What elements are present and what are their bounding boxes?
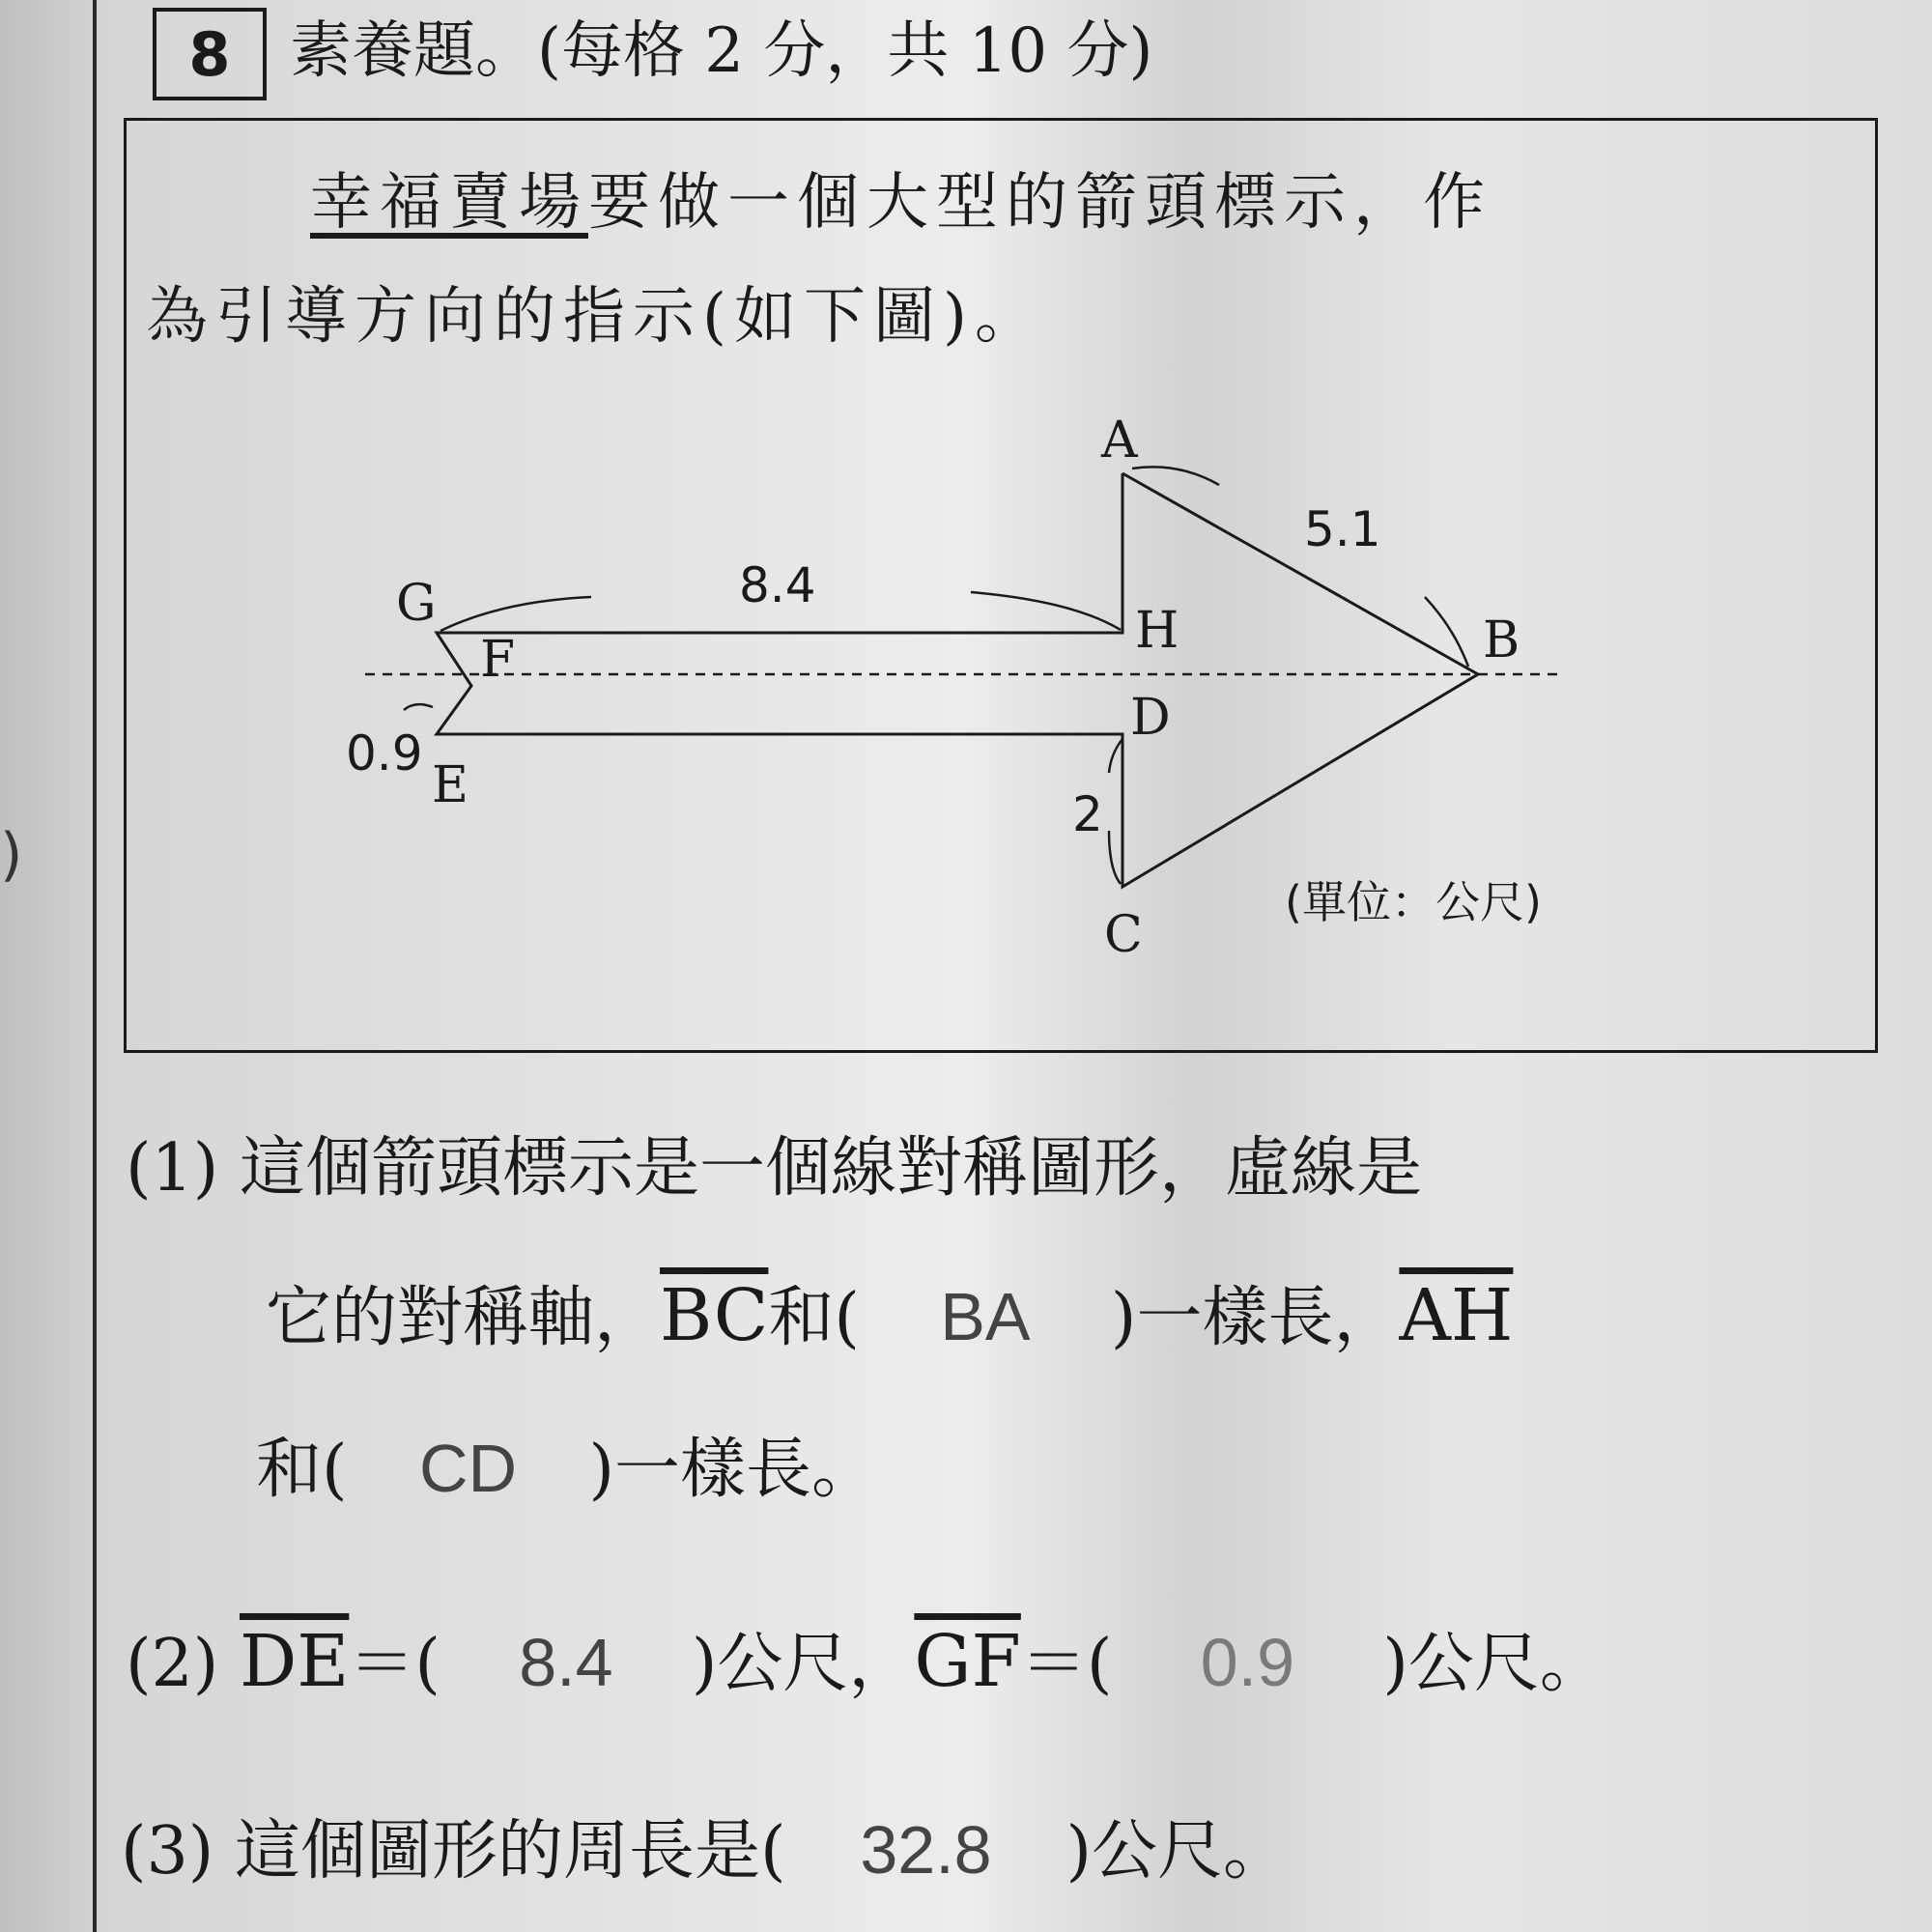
question-points: (每格 2 分，共 10 分) [537,15,1153,87]
point-G-label: G [396,575,437,633]
length-GH: 8.4 [739,557,816,613]
arc-D [1109,739,1122,773]
q2-unit-2: )公尺。 [1382,1626,1605,1702]
q2-answer-2[interactable]: 0.9 [1200,1625,1295,1700]
arc-E [404,704,433,710]
question-number: 8 [153,8,267,100]
point-H-label: H [1135,602,1179,660]
length-AB: 5.1 [1304,501,1381,557]
question-2 [126,1613,1605,1713]
arc-G [440,597,591,631]
q1-text-line1: 這個箭頭標示是一個線對稱圖形，虛線是 [239,1130,1422,1207]
q1-text-d: 和( [256,1432,348,1508]
q1-text-e: )一樣長。 [588,1432,878,1508]
point-C-label: C [1104,906,1143,964]
q1-text-b: 和( [768,1280,860,1356]
q3-text: 這個圖形的周長是( [234,1813,786,1889]
q3-unit: )公尺。 [1065,1813,1290,1889]
q1-text-a: 它的對稱軸， [266,1280,661,1356]
q2-label: (2) [126,1626,219,1702]
arc-C [1109,831,1121,884]
q2-unit-1: )公尺， [691,1626,915,1702]
question-1-line2 [266,1267,1513,1367]
intro-line2: 為引導方向的指示(如下圖)。 [146,281,1044,353]
q1-text-c: )一樣長， [1110,1280,1400,1356]
q1-answer-2[interactable]: CD [418,1431,518,1506]
q2-eq-2: ＝( [1020,1626,1113,1702]
q2-segment-gf: $\overline{GF}$ [914,1620,1021,1703]
arc-A [1132,467,1219,485]
q2-answer-1[interactable]: 8.4 [519,1625,613,1700]
q1-segment-ah: $\overline{AH}$ [1399,1274,1514,1357]
question-1-line3 [256,1420,877,1519]
store-name: 幸福賣場 [310,167,588,239]
q3-answer[interactable]: 32.8 [860,1812,992,1888]
intro-line1: 要做一個大型的箭頭標示，作 [588,167,1492,239]
page-edge-mark: ) [0,821,23,889]
question-title: 素養題。 [290,15,537,87]
point-D-label: D [1130,689,1171,747]
q1-answer-1[interactable]: BA [940,1279,1031,1354]
q1-label: (1) [126,1130,219,1207]
unit-note: (單位：公尺) [1285,876,1542,928]
q1-segment-bc: $\overline{BC}$ [660,1274,769,1357]
q2-eq-1: ＝( [349,1626,440,1702]
point-F-label: F [480,631,516,689]
length-CD: 2 [1072,786,1103,842]
q3-label: (3) [121,1813,214,1889]
q2-segment-de: $\overline{DE}$ [239,1620,350,1703]
question-1-line1 [126,1121,1422,1217]
arc-H [971,592,1121,630]
length-EF: 0.9 [346,725,423,781]
point-A-label: A [1101,412,1138,469]
question-3 [121,1802,1289,1900]
point-E-label: E [432,756,469,814]
point-B-label: B [1483,611,1520,669]
